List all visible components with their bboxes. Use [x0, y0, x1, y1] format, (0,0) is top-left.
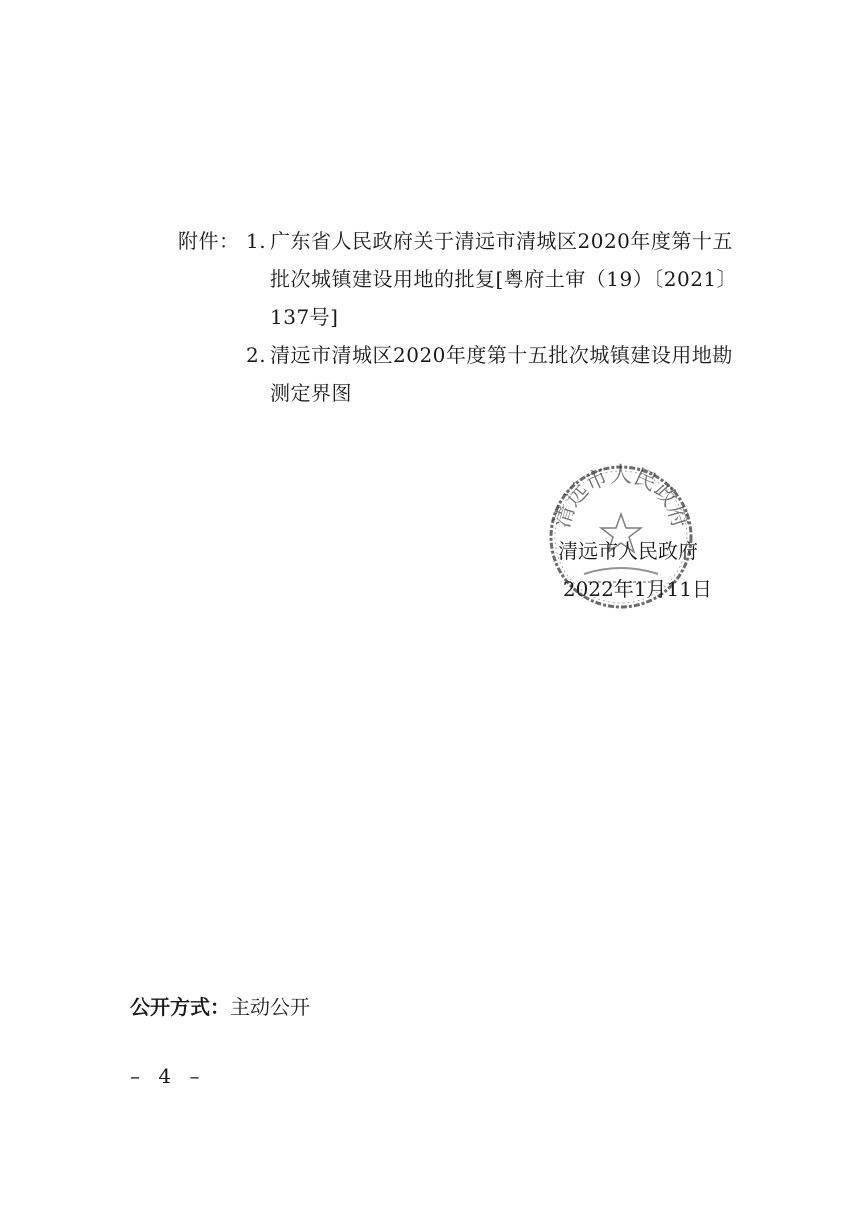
attachment-number: 1.: [246, 229, 267, 253]
signing-organization: 清远市人民政府: [558, 539, 698, 563]
attachments-section: [178, 222, 778, 412]
attachment-item-1: [246, 222, 778, 336]
attachment-title: 广东省人民政府关于清远市清城区2020年度第十五批次城镇建设用地的批复[粤府土审（19）〔2021〕137号]: [270, 229, 738, 329]
disclosure-label: 公开方式：: [130, 995, 230, 1019]
page-number: – 4 –: [130, 1064, 206, 1088]
seal-text: 清远市人民政府: [549, 462, 693, 531]
attachments-list: [246, 222, 778, 412]
disclosure-line: [130, 990, 310, 1024]
attachments-label: 附件：: [178, 229, 240, 253]
signature-block: [520, 532, 720, 608]
disclosure-value: 主动公开: [230, 995, 310, 1019]
attachments-row: [178, 222, 778, 412]
signing-date: 2022年1月11日: [562, 577, 712, 601]
attachment-number: 2.: [246, 343, 267, 367]
attachment-item-2: [246, 336, 778, 412]
attachment-title: 清远市清城区2020年度第十五批次城镇建设用地勘测定界图: [270, 343, 733, 405]
